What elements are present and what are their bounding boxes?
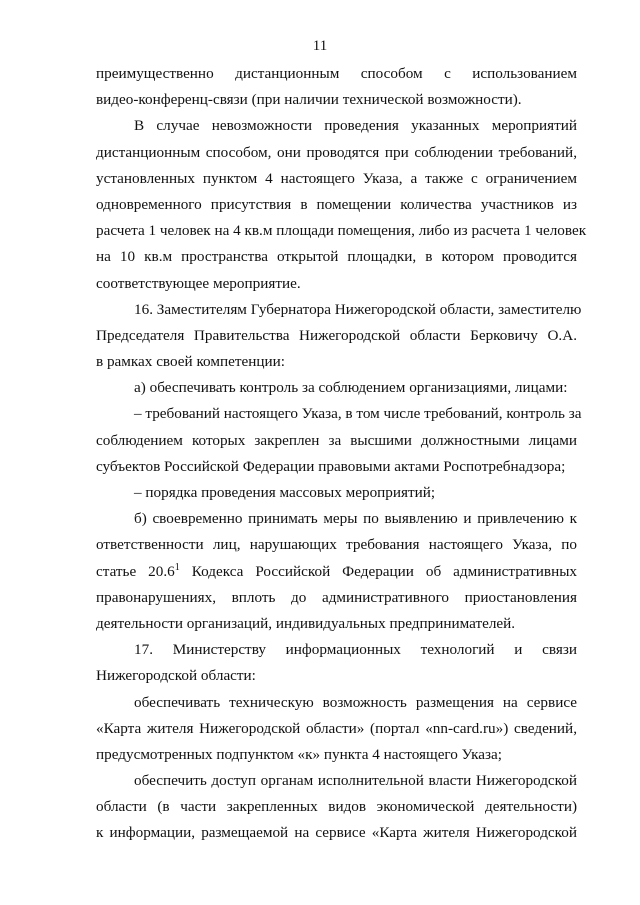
- text-line-content: 17. Министерству информационных технологий и связи: [134, 641, 577, 659]
- text-line-content: правонарушениях, вплоть до административного приостановления: [96, 588, 577, 606]
- text-line-content: Нижегородской области:: [96, 667, 256, 685]
- text-line-content: преимущественно дистанционным способом с использованием: [96, 65, 577, 82]
- text-line-content: а) обеспечивать контроль за соблюдением организациями, лицами:: [134, 379, 568, 397]
- text-line-content: области (в части закрепленных видов экономической деятельности): [96, 798, 577, 816]
- footnote-superscript: 1: [174, 561, 180, 573]
- text-line: [96, 192, 577, 218]
- text-line-content: – требований настоящего Указа, в том числе требований, контроль за: [134, 405, 582, 423]
- text-line: [96, 480, 577, 506]
- page-number: 11: [312, 38, 328, 54]
- text-line: [96, 218, 587, 244]
- text-line-content: деятельности организаций, индивидуальных предпринимателей.: [96, 614, 516, 632]
- text-line-content: В случае невозможности проведения указанных мероприятий: [134, 117, 577, 135]
- text-line-content: субъектов Российской Федерации правовыми актами Роспотребнадзора;: [96, 457, 566, 475]
- text-line: [96, 166, 577, 192]
- text-line: [96, 611, 577, 637]
- text-line: [96, 244, 577, 270]
- text-line-content: установленных пунктом 4 настоящего Указа, а также с ограничением: [96, 169, 577, 187]
- text-line-content: обеспечить доступ органам исполнительной власти Нижегородской: [134, 772, 577, 790]
- text-line: [96, 637, 577, 663]
- text-line-content: одновременного присутствия в помещении количества участников из: [96, 195, 577, 213]
- text-line: [96, 585, 577, 611]
- text-line-content: дистанционным способом, они проводятся при соблюдении требований,: [96, 143, 577, 161]
- text-line: [96, 401, 582, 427]
- text-line: [96, 297, 582, 323]
- text-line: [96, 559, 577, 585]
- text-line-content: «Карта жителя Нижегородской области» (портал «nn-card.ru») сведений,: [96, 719, 577, 737]
- text-line: [96, 794, 577, 820]
- text-line-content: предусмотренных подпунктом «к» пункта 4 настоящего Указа;: [96, 745, 502, 763]
- text-line: [96, 271, 577, 297]
- text-line: [96, 506, 577, 532]
- text-line-content: Председателя Правительства Нижегородской области Берковичу О.А.: [96, 326, 577, 344]
- text-line: [96, 61, 577, 87]
- text-line: [96, 375, 577, 401]
- text-line-content: к информации, размещаемой на сервисе «Карта жителя Нижегородской: [96, 824, 577, 842]
- text-line: [96, 532, 577, 558]
- text-line: [96, 113, 577, 139]
- text-line: [96, 742, 577, 768]
- text-line-content: расчета 1 человек на 4 кв.м площади помещения, либо из расчета 1 человек: [96, 222, 587, 240]
- document-body: [96, 61, 587, 847]
- text-line: [96, 87, 577, 113]
- text-line-content: видео-конференц-связи (при наличии технической возможности).: [96, 91, 522, 109]
- text-line: [96, 820, 577, 846]
- text-line: [96, 663, 577, 689]
- text-line-content: ответственности лиц, нарушающих требования настоящего Указа, по: [96, 536, 577, 554]
- text-line-content: статье 20.6: [96, 562, 175, 580]
- text-line: [96, 349, 577, 375]
- text-line: [96, 690, 577, 716]
- text-line-content: в рамках своей компетенции:: [96, 353, 285, 371]
- text-line: [96, 140, 577, 166]
- text-line-content: – порядка проведения массовых мероприятий;: [134, 484, 436, 501]
- text-line: [96, 768, 577, 794]
- text-line-content: на 10 кв.м пространства открытой площадки, в котором проводится: [96, 248, 577, 266]
- text-line-content: 16. Заместителям Губернатора Нижегородской области, заместителю: [134, 300, 582, 318]
- text-line: [96, 454, 577, 480]
- text-line-continuation: Кодекса Российской Федерации об административных: [179, 562, 577, 580]
- text-line: [96, 428, 577, 454]
- text-line-content: обеспечивать техническую возможность размещения на сервисе: [134, 693, 577, 711]
- text-line: [96, 323, 577, 349]
- text-line: [96, 716, 577, 742]
- text-line-content: б) своевременно принимать меры по выявлению и привлечению к: [134, 510, 577, 528]
- text-line-content: соответствующее мероприятие.: [96, 274, 301, 292]
- text-line-content: соблюдением которых закреплен за высшими должностными лицами: [96, 431, 577, 449]
